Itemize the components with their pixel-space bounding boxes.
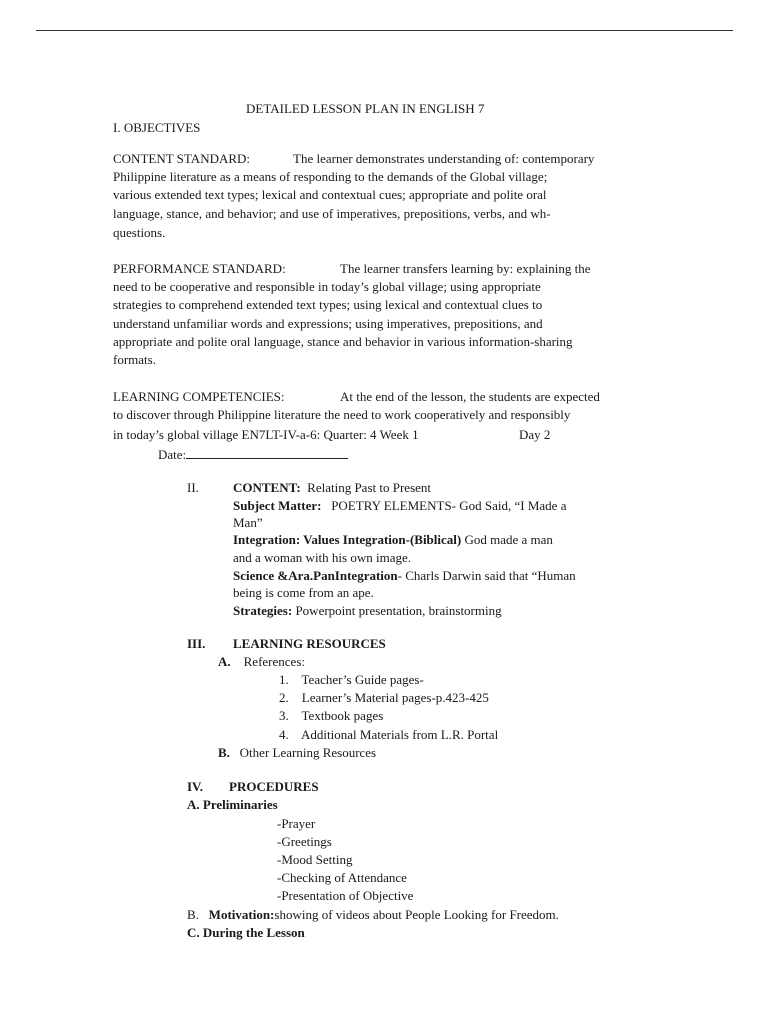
- integration-value: God made a man: [464, 532, 553, 547]
- preliminary-item: -Presentation of Objective: [277, 888, 414, 903]
- preliminary-item: -Mood Setting: [277, 852, 353, 867]
- science-cont: being is come from an ape.: [233, 585, 374, 600]
- performance-standard-line: The learner transfers learning by: explaining the: [340, 261, 591, 276]
- references-line: [218, 654, 305, 670]
- motivation-letter: B.: [187, 907, 199, 922]
- content-label: CONTENT:: [233, 480, 301, 495]
- science-value: - Charls Darwin said that “Human: [397, 568, 576, 583]
- performance-standard-line: need to be cooperative and responsible in today’s global village; using appropriate: [113, 279, 541, 294]
- subject-matter-value: POETRY ELEMENTS- God Said, “I Made a: [331, 498, 567, 513]
- content-standard-label: CONTENT STANDARD:: [113, 151, 251, 166]
- preliminaries-heading: [187, 797, 278, 813]
- during-lesson-heading: [187, 925, 305, 941]
- date-field: [158, 446, 348, 463]
- science-label: Science &Ara.PanIntegration: [233, 568, 398, 583]
- section-numeral: II.: [187, 480, 199, 495]
- content-line: [233, 480, 431, 496]
- references-label: References:: [243, 654, 305, 669]
- procedures-numeral: IV.: [187, 779, 204, 794]
- reference-text: Textbook pages: [301, 708, 384, 723]
- references-letter: A.: [218, 654, 231, 669]
- other-resources-label: Other Learning Resources: [239, 745, 377, 760]
- page-top-rule: [36, 30, 733, 31]
- preliminary-item: -Checking of Attendance: [277, 870, 407, 885]
- reference-number: 1.: [279, 672, 289, 687]
- reference-number: 3.: [279, 708, 289, 723]
- procedures-heading: [229, 779, 319, 795]
- content-standard-line: various extended text types; lexical and contextual cues; appropriate and polite oral: [113, 187, 547, 202]
- motivation-value: showing of videos about People Looking for Freedom.: [274, 907, 559, 922]
- learning-competencies-line: to discover through Philippine literature the need to work cooperatively and responsibly: [113, 407, 571, 422]
- performance-standard-line: formats.: [113, 352, 156, 367]
- reference-item: [279, 708, 383, 724]
- preliminary-item: -Prayer: [277, 816, 316, 831]
- reference-item: [279, 727, 498, 743]
- reference-number: 2.: [279, 690, 289, 705]
- integration-line: [233, 532, 553, 548]
- preliminary-item: -Greetings: [277, 834, 332, 849]
- date-blank-line: [186, 446, 348, 459]
- resources-numeral: III.: [187, 636, 206, 651]
- learning-competencies-line: At the end of the lesson, the students are expected: [340, 389, 600, 404]
- content-standard-line: Philippine literature as a means of responding to the demands of the Global village;: [113, 169, 548, 184]
- resources-heading: [233, 636, 386, 652]
- procedures-label: PROCEDURES: [229, 779, 319, 794]
- learning-competencies-label: LEARNING COMPETENCIES:: [113, 389, 285, 404]
- content-value: Relating Past to Present: [307, 480, 432, 495]
- performance-standard-line: strategies to comprehend extended text types; using lexical and contextual clues to: [113, 297, 543, 312]
- reference-text: Teacher’s Guide pages-: [301, 672, 424, 687]
- motivation-line: [187, 907, 559, 923]
- subject-matter-cont: Man”: [233, 515, 263, 530]
- performance-standard-line: appropriate and polite oral language, stance and behavior in various information-sharing: [113, 334, 573, 349]
- subject-matter-label: Subject Matter:: [233, 498, 322, 513]
- date-label: Date:: [158, 447, 187, 462]
- strategies-value: Powerpoint presentation, brainstorming: [295, 603, 502, 618]
- preliminaries-label: A. Preliminaries: [187, 797, 278, 812]
- strategies-line: [233, 603, 502, 619]
- objectives-heading: I. OBJECTIVES: [113, 120, 201, 135]
- performance-standard-label: PERFORMANCE STANDARD:: [113, 261, 286, 276]
- section-numeral: [187, 636, 205, 652]
- section-numeral: [187, 779, 203, 795]
- document-title: DETAILED LESSON PLAN IN ENGLISH 7: [246, 101, 485, 116]
- science-line: [233, 568, 576, 584]
- other-resources-line: [218, 745, 376, 761]
- content-standard-line: language, stance, and behavior; and use of imperatives, prepositions, verbs, and wh-: [113, 206, 551, 221]
- performance-standard-line: understand unfamiliar words and expressions; using imperatives, prepositions, and: [113, 316, 543, 331]
- content-standard-line: questions.: [113, 225, 166, 240]
- other-resources-letter: B.: [218, 745, 230, 760]
- content-standard-line: The learner demonstrates understanding of: contemporary: [293, 151, 595, 166]
- subject-matter-line: [233, 498, 566, 514]
- strategies-label: Strategies:: [233, 603, 293, 618]
- reference-item: [279, 690, 489, 706]
- motivation-label: Motivation:: [208, 907, 275, 922]
- learning-competencies-day: Day 2: [519, 427, 551, 442]
- resources-label: LEARNING RESOURCES: [233, 636, 386, 651]
- integration-label: Integration: Values Integration-(Biblical): [233, 532, 462, 547]
- reference-text: Additional Materials from L.R. Portal: [301, 727, 499, 742]
- reference-number: 4.: [279, 727, 289, 742]
- learning-competencies-line: in today’s global village EN7LT-IV-a-6: Quarter: 4 Week 1: [113, 427, 419, 442]
- during-lesson-label: C. During the Lesson: [187, 925, 305, 940]
- integration-cont: and a woman with his own image.: [233, 550, 411, 565]
- reference-text: Learner’s Material pages-p.423-425: [301, 690, 489, 705]
- reference-item: [279, 672, 424, 688]
